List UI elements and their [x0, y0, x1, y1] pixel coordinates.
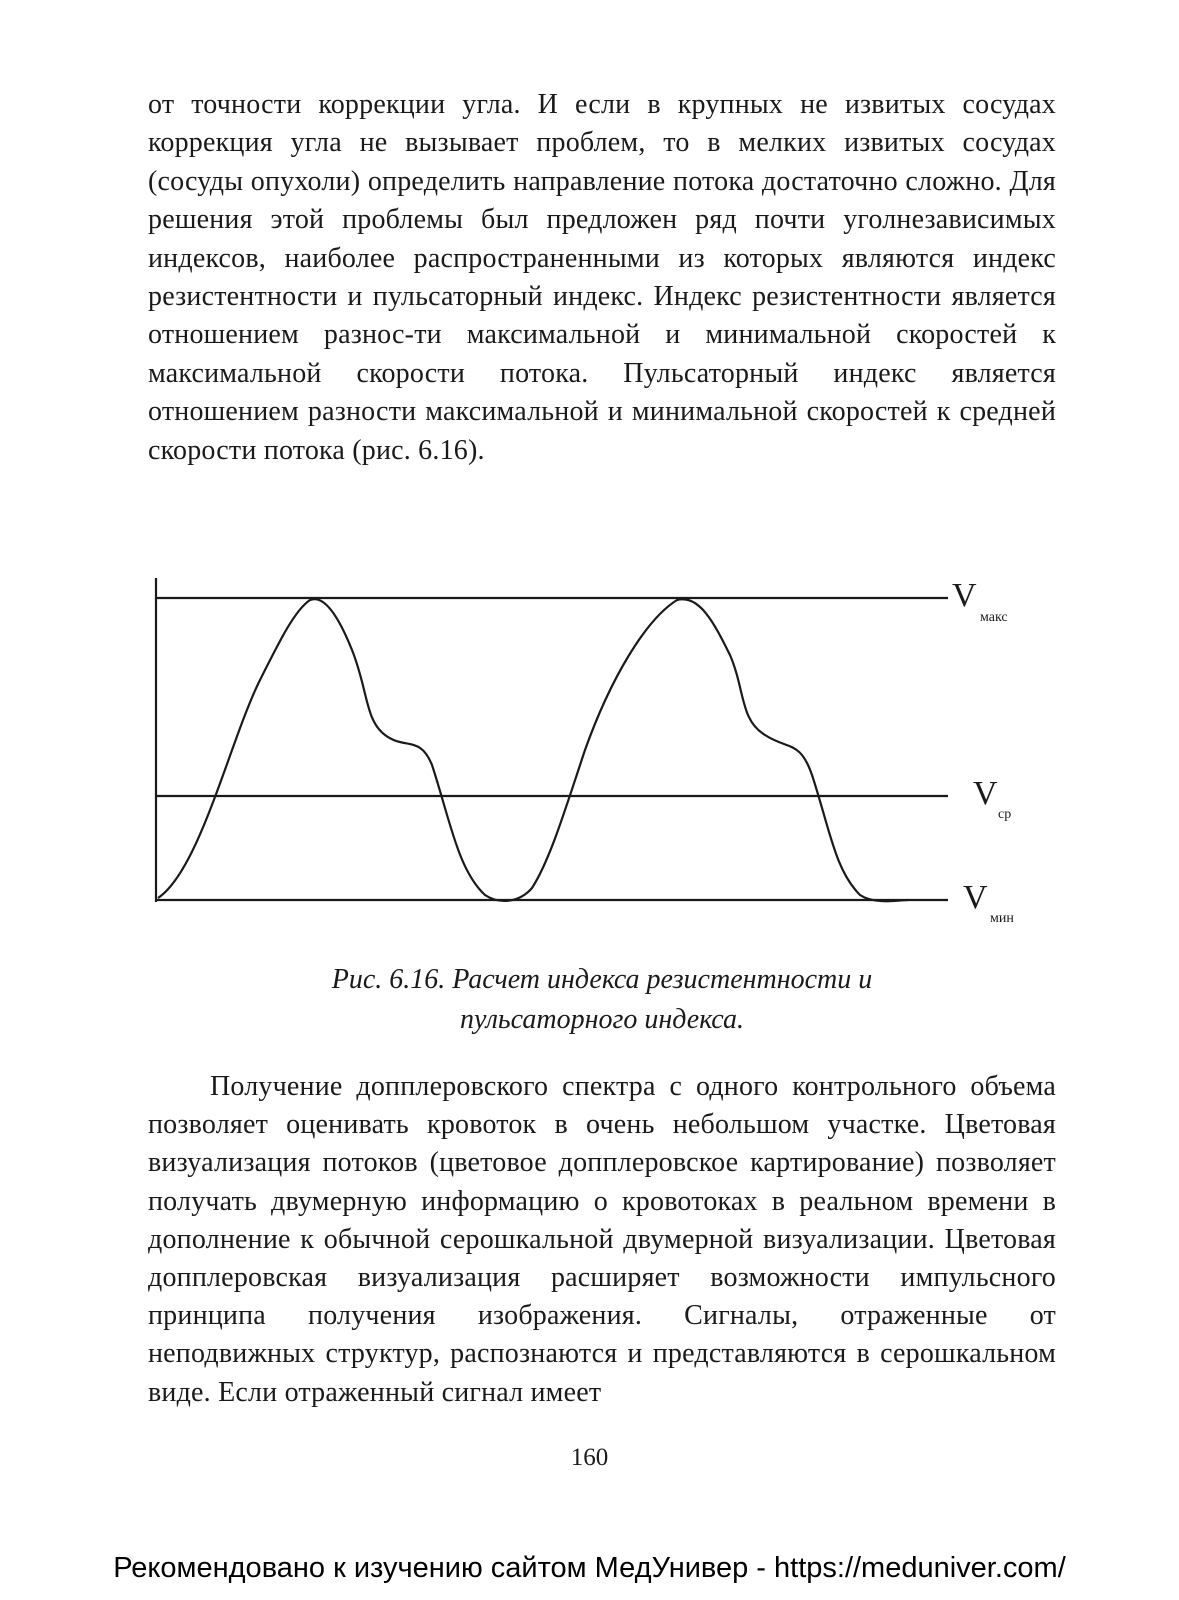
doppler-waveform-diagram [140, 570, 1070, 940]
figure-caption-line-1: Рис. 6.16. Расчет индекса резистентности и [331, 964, 873, 995]
v-min-label-sub: мин [990, 911, 1014, 926]
v-avg-label-sub: ср [998, 807, 1012, 822]
body-paragraph-2: Получение допплеровского спектра с одного контрольного объема позволяет оценивать кровоток в очень небольшом участке. Цветовая визуализация потоков (цветовое допплеровское картирование) позволяет получать двумерную информацию о кровотоках в реальном времени в дополнение к обычной серошкальной двумерной визуализации. Цветовая допплеровская визуализация расширяет возможности импульсного принципа получения изображения. Сигналы, отраженные от неподвижных структур, распознаются и представляются в серошкальном виде. Если отраженный сигнал имеет [148, 1071, 1056, 1408]
v-avg-label-main: V [973, 775, 998, 812]
v-max-label-sub: макс [980, 610, 1008, 625]
v-avg-label [973, 775, 1011, 822]
body-paragraph-1: от точности коррекции угла. И если в крупных не извитых сосудах коррекция угла не вызывает проблем, то в мелких извитых сосудах (сосуды опухоли) определить направление потока достаточно сложно. Для решения этой проблемы был предложен ряд почти уголнезависимых индексов, наиболее распространенными из которых являются индекс резистентности и пульсаторный индекс. Индекс резистентности является отношением разнос-ти максимальной и минимальной скоростей к максимальной скорости потока. Пульсаторный индекс является отношением разности максимальной и минимальной скоростей к средней скорости потока (рис. 6.16). [148, 89, 1056, 466]
page-number: 160 [570, 1444, 609, 1471]
velocity-waveform [158, 599, 908, 901]
watermark-link-text: Рекомендовано к изучению сайтом МедУнивер - https://meduniver.com/ [113, 1552, 1066, 1584]
figure-caption [148, 960, 1056, 1040]
v-min-label-main: V [963, 879, 988, 916]
waveform-figure [140, 570, 1070, 940]
v-max-label-main: V [952, 577, 977, 614]
v-max-label [952, 577, 1008, 625]
v-min-label [963, 879, 1014, 926]
figure-caption-line-2: пульсаторного индекса. [460, 1004, 744, 1035]
